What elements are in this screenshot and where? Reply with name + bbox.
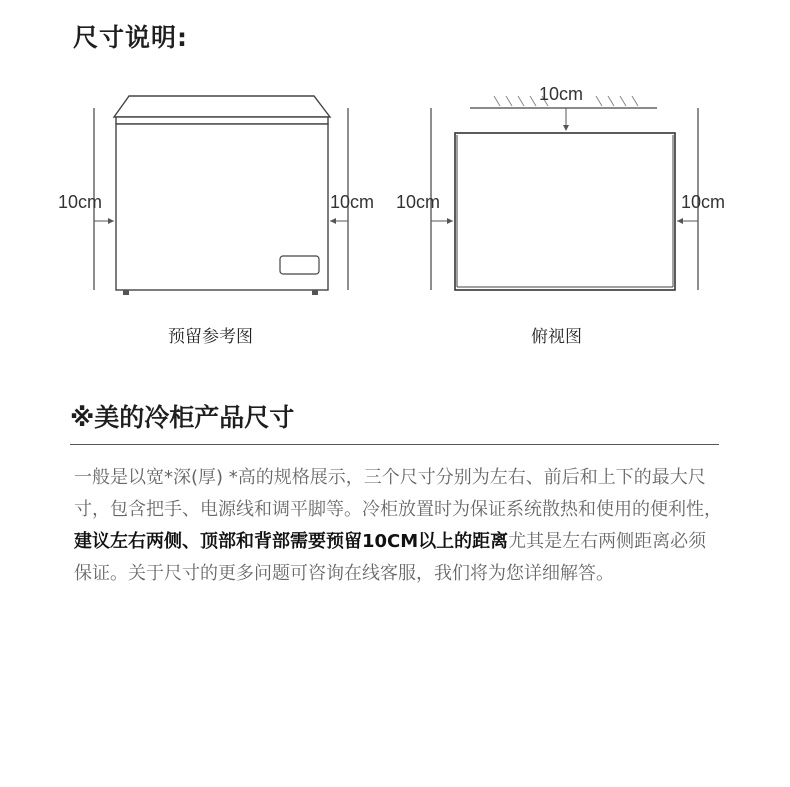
description-intro: 一般是以宽*深(厚) *高的规格展示，三个尺寸分别为左右、前后和上下的最大尺寸，包含把手、电源线和调平脚等。冷柜放置时为保证系统散热和使用的便利性，	[74, 467, 722, 520]
front-view-caption: 预留参考图	[168, 327, 253, 347]
top-right-dimension: 10cm	[681, 192, 726, 212]
clearance-diagram	[0, 0, 790, 380]
top-left-dimension: 10cm	[396, 192, 441, 212]
top-view-drawing	[396, 84, 725, 290]
front-right-dimension: 10cm	[330, 192, 375, 212]
description-outro: 尤其是左右两侧距离必须保证。关于尺寸的更多问题可咨询在线客服，我们将为您详细解答。	[74, 531, 707, 584]
front-left-dimension: 10cm	[58, 192, 103, 212]
front-view-drawing	[58, 96, 374, 295]
top-view-caption: 俯视图	[531, 327, 582, 347]
description-paragraph	[74, 462, 724, 590]
right-foot	[312, 290, 318, 295]
control-panel	[280, 256, 319, 274]
left-arrow-icon	[108, 218, 114, 224]
lid-band	[116, 117, 328, 124]
section-title: ※美的冷柜产品尺寸	[70, 403, 295, 432]
description-emphasis: 建议左右两侧、顶部和背部需要预留10CM以上的距离	[74, 531, 509, 552]
page-title: 尺寸说明:	[73, 23, 188, 52]
freezer-lid	[114, 96, 330, 117]
top-view-left-arrow-icon	[447, 218, 453, 224]
freezer-top-outline	[455, 133, 675, 290]
top-arrow-icon	[563, 125, 569, 131]
right-arrow-icon	[330, 218, 336, 224]
top-view-right-arrow-icon	[677, 218, 683, 224]
divider	[70, 444, 719, 445]
top-top-dimension: 10cm	[539, 84, 584, 104]
left-foot	[123, 290, 129, 295]
